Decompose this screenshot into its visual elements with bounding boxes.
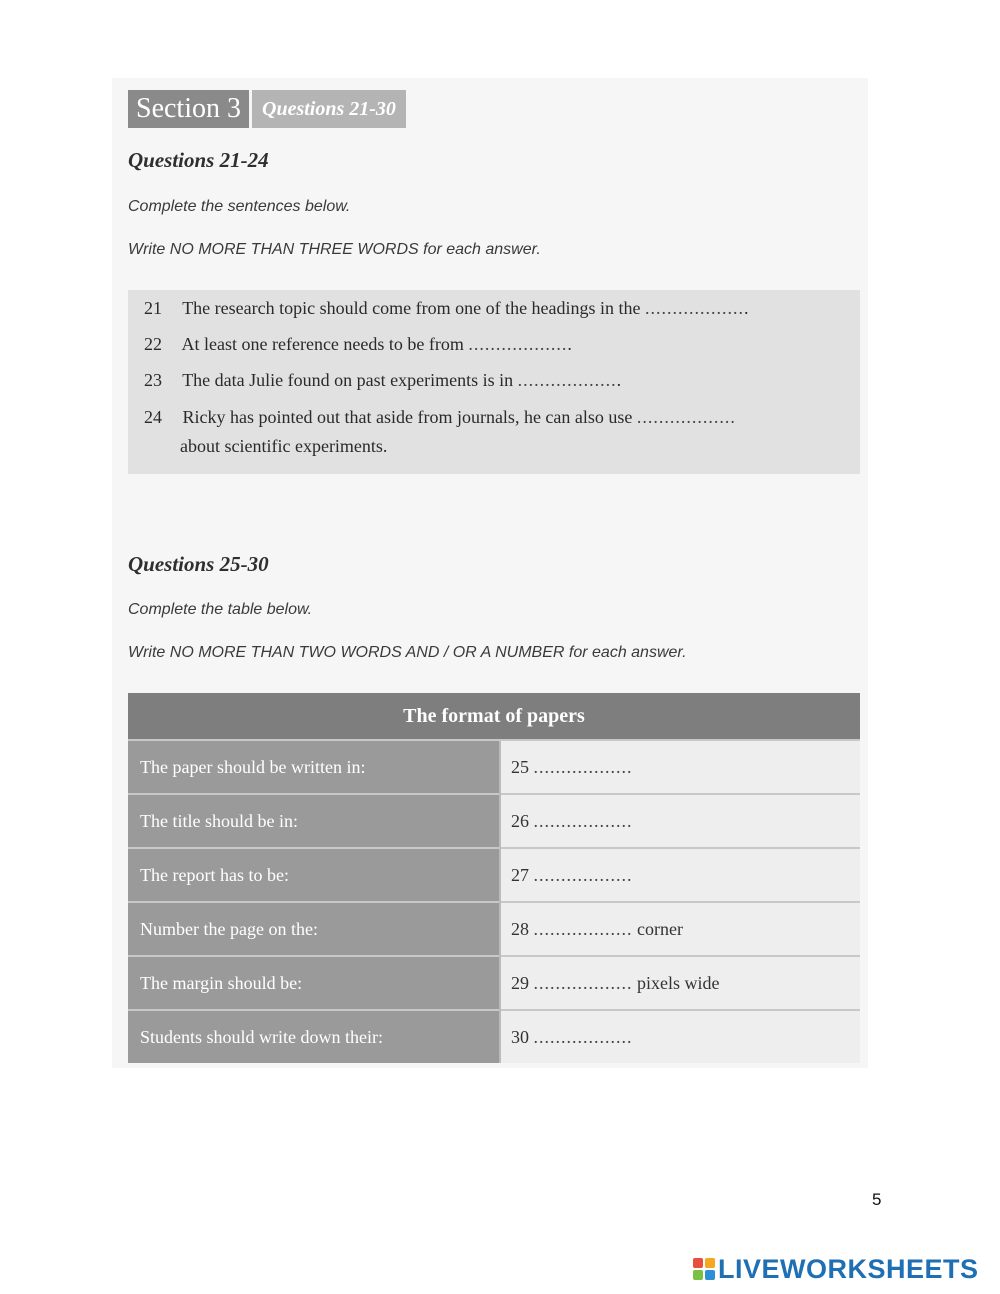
answer-blank-23[interactable]: .................. (517, 370, 617, 390)
instruction-limit: NO MORE THAN TWO WORDS AND / OR A NUMBER (169, 644, 565, 661)
part1-instruction-word-limit (128, 241, 541, 259)
row-answer (500, 1010, 860, 1063)
answer-number: 27 (511, 864, 529, 885)
page-number: 5 (872, 1190, 882, 1209)
table-row (128, 956, 860, 1010)
format-of-papers-table (128, 693, 860, 1063)
question-24-continuation: about scientific experiments. (180, 436, 388, 456)
table-row (128, 1010, 860, 1063)
question-text: The research topic should come from one of the headings in the (182, 298, 641, 318)
row-label: Students should write down their: (128, 1010, 500, 1063)
question-22 (144, 334, 572, 355)
instruction-suffix: for each answer. (564, 644, 687, 661)
question-number: 22 (144, 334, 162, 354)
part2-instruction-word-limit (128, 644, 687, 662)
row-label: The title should be in: (128, 794, 500, 848)
part2-instruction-complete: Complete the table below. (128, 601, 313, 618)
table-row (128, 848, 860, 902)
answer-number: 28 (511, 918, 529, 939)
brand-name: LIVEWORKSHEETS (718, 1253, 979, 1284)
answer-number: 30 (511, 1026, 529, 1047)
answer-blank-24[interactable]: .................. (636, 407, 736, 427)
row-answer (500, 848, 860, 902)
answer-number: 29 (511, 972, 529, 993)
section-subtitle: Questions 21-30 (252, 90, 406, 128)
answer-suffix: corner (637, 918, 683, 939)
row-answer (500, 740, 860, 794)
table-row (128, 794, 860, 848)
question-text: The data Julie found on past experiments is in (182, 370, 514, 390)
table-row (128, 902, 860, 956)
question-end: . (744, 298, 749, 318)
row-label: The margin should be: (128, 956, 500, 1010)
answer-blank-21[interactable]: .................. (645, 298, 745, 318)
answer-blank-29[interactable]: .................. (533, 972, 633, 993)
answer-blank-25[interactable]: .................. (533, 756, 633, 777)
row-label: The paper should be written in: (128, 740, 500, 794)
row-label: The report has to be: (128, 848, 500, 902)
row-label: Number the page on the: (128, 902, 500, 956)
answer-blank-26[interactable]: .................. (533, 810, 633, 831)
question-number: 24 (144, 407, 162, 427)
question-text: Ricky has pointed out that aside from journals, he can also use (182, 407, 633, 427)
answer-suffix: pixels wide (637, 972, 720, 993)
question-24 (144, 407, 736, 428)
row-answer (500, 902, 860, 956)
answer-blank-27[interactable]: .................. (533, 864, 633, 885)
question-end: . (616, 370, 622, 390)
answer-blank-30[interactable]: .................. (533, 1026, 633, 1047)
sentence-completion-box (128, 290, 860, 474)
instruction-suffix: for each answer. (418, 241, 541, 258)
answer-blank-28[interactable]: .................. (533, 918, 633, 939)
row-answer (500, 956, 860, 1010)
instruction-limit: NO MORE THAN THREE WORDS (169, 241, 419, 258)
answer-number: 26 (511, 810, 529, 831)
section-header (128, 90, 406, 128)
answer-number: 25 (511, 756, 529, 777)
question-number: 21 (144, 298, 162, 318)
row-answer (500, 794, 860, 848)
part1-instruction-complete: Complete the sentences below. (128, 198, 351, 215)
questions-21-24-heading: Questions 21-24 (128, 148, 269, 172)
question-end: . (567, 334, 572, 354)
liveworksheets-logo[interactable] (693, 1253, 979, 1285)
instruction-prefix: Write (128, 644, 170, 661)
answer-blank-22[interactable]: .................. (468, 334, 568, 354)
questions-25-30-heading: Questions 25-30 (128, 552, 269, 576)
table-row (128, 740, 860, 794)
question-text: At least one reference needs to be from (181, 334, 464, 354)
question-number: 23 (144, 370, 162, 390)
question-23 (144, 370, 621, 391)
liveworksheets-icon (693, 1258, 715, 1280)
question-21 (144, 298, 749, 319)
instruction-prefix: Write (128, 241, 170, 258)
section-title: Section 3 (128, 90, 249, 128)
table-title: The format of papers (128, 693, 860, 740)
